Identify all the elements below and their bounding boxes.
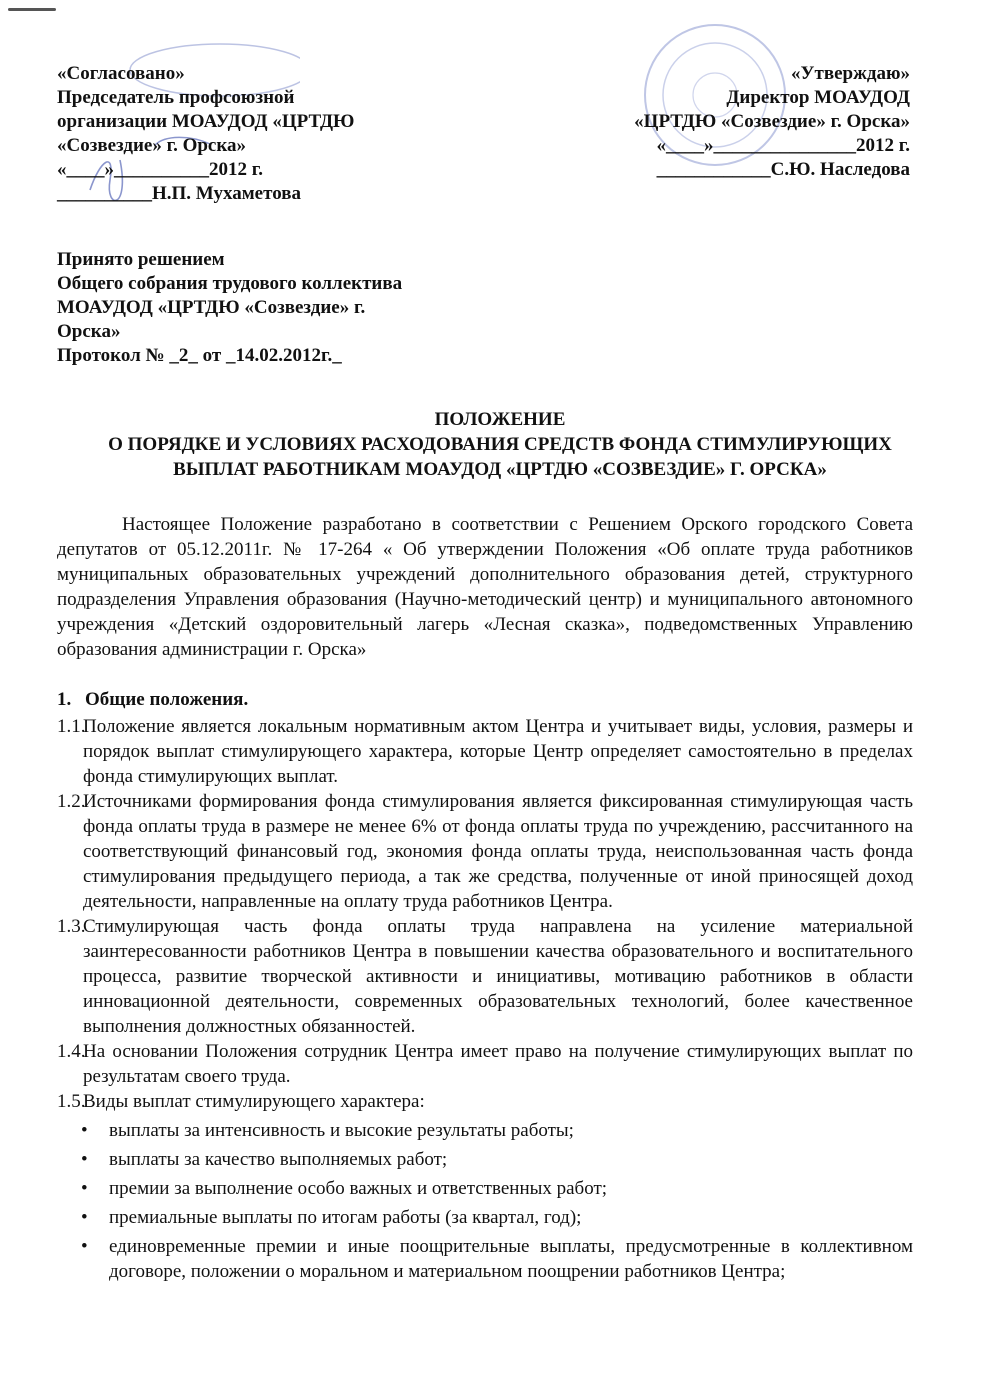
list-item-text: единовременные премии и иные поощрительные выплаты, предусмотренные в коллективном договоре, положении о моральном и материальном поощрении работников Центра; [109, 1236, 913, 1282]
clause [57, 1039, 913, 1089]
clause-text: Источниками формирования фонда стимулирования является фиксированная стимулирующая часть фонда оплаты труда в размере не менее 6% от фонда оплаты труда по учреждению, рассчитанного на соответствующий финансовый год, экономия фонда оплаты труда, неиспользованная часть фонда стимулирования предыдущего периода, а так же средства, полученные от иной приносящей доход деятельности, направленные на оплату труда работников Центра. [83, 791, 913, 912]
approval-date-line: «____»_______________2012 г. [656, 135, 910, 156]
section-title: Общие положения. [85, 689, 249, 710]
approval-line: организации МОАУДОД «ЦРТДЮ [57, 111, 355, 132]
scan-mark [8, 8, 56, 11]
adoption-line: МОАУДОД «ЦРТДЮ «Созвездие» г. [57, 297, 366, 318]
clause-number: 1.3. [57, 916, 86, 937]
approval-signer-line: ____________С.Ю. Наследова [656, 159, 910, 180]
list-item-text: премии за выполнение особо важных и ответственных работ; [109, 1178, 608, 1199]
adoption-block [57, 248, 402, 368]
list-item [57, 1118, 913, 1143]
bullet-icon: • [81, 1120, 88, 1141]
adoption-line: Орска» [57, 321, 121, 342]
section-number: 1. [57, 689, 72, 710]
bullet-icon: • [81, 1178, 88, 1199]
approval-line: Директор МОАУДОД [726, 87, 910, 108]
title-line: О ПОРЯДКЕ И УСЛОВИЯХ РАСХОДОВАНИЯ СРЕДСТВ ФОНДА СТИМУЛИРУЮЩИХ [108, 434, 892, 455]
approval-director-block [560, 62, 910, 182]
clause-number: 1.1. [57, 716, 86, 737]
adoption-line: Принято решением [57, 249, 225, 270]
clause-number: 1.2. [57, 791, 86, 812]
intro-paragraph [57, 512, 913, 662]
title-line: ПОЛОЖЕНИЕ [434, 409, 566, 430]
intro-text: Настоящее Положение разработано в соответствии с Решением Орского городского Совета депутатов от 05.12.2011г. № 17-264 « Об утверждении Положения «Об оплате труда работников муниципальных образовательных учреждений дополнительного образования детей, структурного подразделения Управления образования (Научно-методический центр) и муниципального автономного учреждения «Детский оздоровительный лагерь «Лесная сказка», подведомственных Управлению образования администрации г. Орска» [57, 514, 913, 660]
approval-line: «Согласовано» [57, 63, 185, 84]
bullet-icon: • [81, 1207, 88, 1228]
approval-line: «Созвездие» г. Орска» [57, 135, 247, 156]
list-item [57, 1147, 913, 1172]
clause-number: 1.5. [57, 1091, 86, 1112]
bullet-icon: • [81, 1236, 88, 1257]
list-item-text: выплаты за качество выполняемых работ; [109, 1149, 448, 1170]
clause-number: 1.4. [57, 1041, 86, 1062]
title-line: ВЫПЛАТ РАБОТНИКАМ МОАУДОД «ЦРТДЮ «СОЗВЕЗДИЕ» Г. ОРСКА» [173, 459, 827, 480]
approval-line: «ЦРТДЮ «Созвездие» г. Орска» [634, 111, 910, 132]
list-item [57, 1176, 913, 1201]
adoption-line: Общего собрания трудового коллектива [57, 273, 403, 294]
list-item [57, 1205, 913, 1230]
clause-text: На основании Положения сотрудник Центра имеет право на получение стимулирующих выплат по результатам своего труда. [83, 1041, 913, 1087]
clause-text: Положение является локальным нормативным актом Центра и учитывает виды, условия, размеры и порядок выплат стимулирующего характера, которые Центр определяет самостоятельно в пределах фонда стимулирующих выплат. [83, 716, 913, 787]
clause-text: Виды выплат стимулирующего характера: [83, 1091, 425, 1112]
approval-date-line: «____»__________2012 г. [57, 159, 263, 180]
clause-text: Стимулирующая часть фонда оплаты труда направлена на усиление материальной заинтересованности работников Центра в повышении качества образовательного и воспитательного процесса, развитие творческой активности и инициативы, мотивацию работников в области инновационной деятельности, современных образовательных технологий, более качественное выполнения должностных обязанностей. [83, 916, 913, 1037]
clause [57, 789, 913, 914]
clause [57, 914, 913, 1039]
list-item-text: премиальные выплаты по итогам работы (за квартал, год); [109, 1207, 582, 1228]
list-item-text: выплаты за интенсивность и высокие результаты работы; [109, 1120, 574, 1141]
bullet-icon: • [81, 1149, 88, 1170]
clause [57, 714, 913, 789]
section-items [57, 714, 913, 1284]
approval-signer-line: __________Н.П. Мухаметова [57, 183, 301, 204]
approval-union-block [57, 62, 354, 206]
payment-types-list [57, 1118, 913, 1284]
section-heading [57, 689, 248, 711]
list-item [57, 1234, 913, 1284]
approval-line: Председатель профсоюзной [57, 87, 295, 108]
document-title [40, 407, 960, 482]
protocol-line: Протокол № _2_ от _14.02.2012г._ [57, 345, 342, 366]
clause [57, 1089, 913, 1114]
approval-line: «Утверждаю» [791, 63, 910, 84]
